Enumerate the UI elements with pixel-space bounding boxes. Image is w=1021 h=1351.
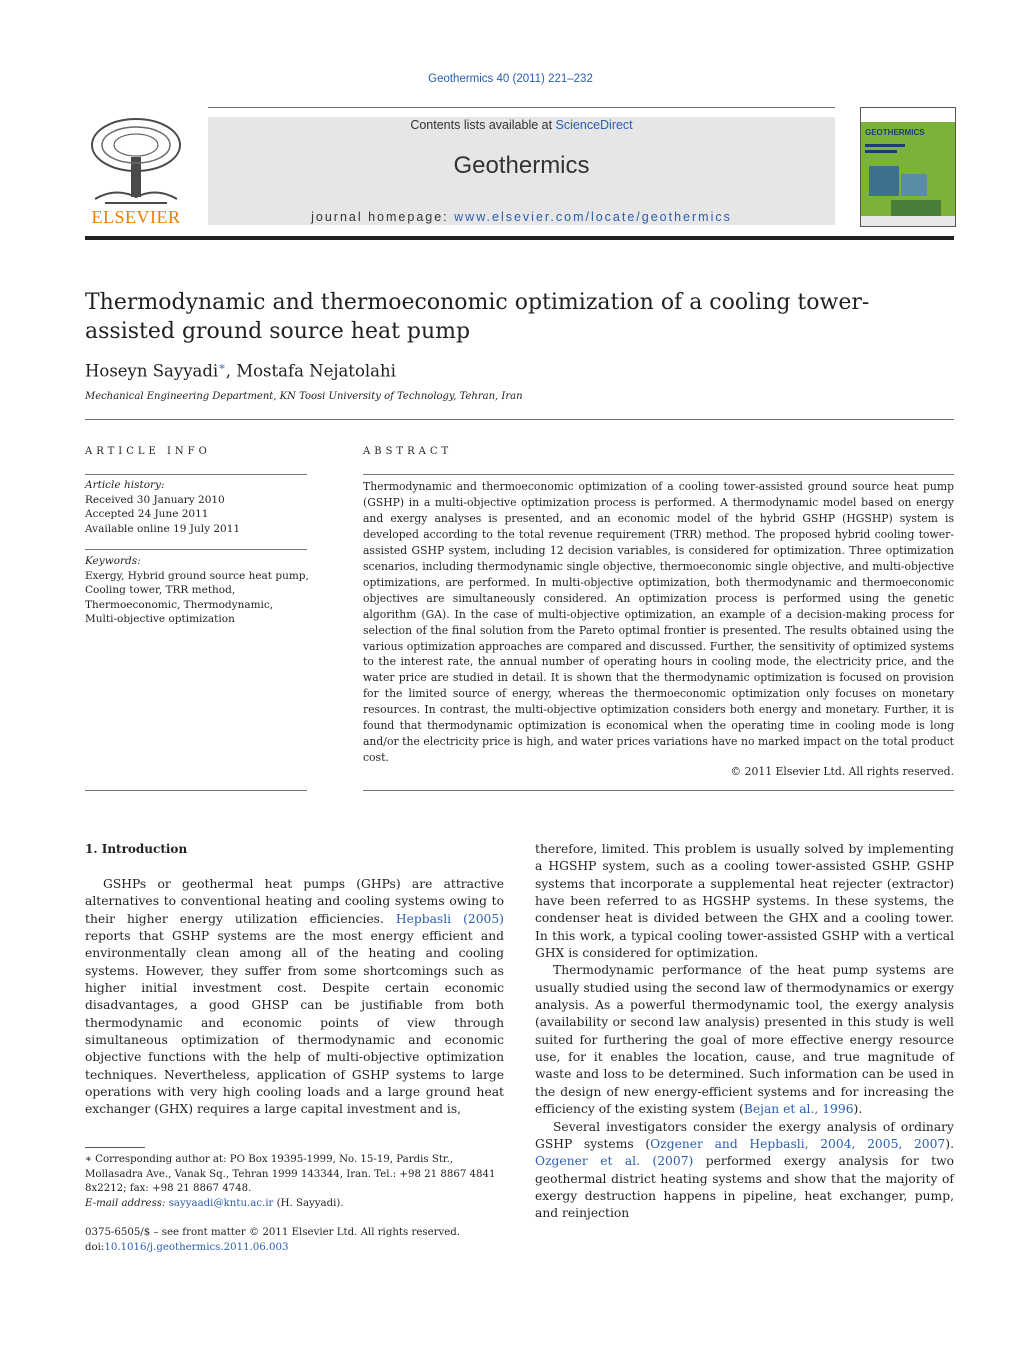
paragraph: therefore, limited. This problem is usually solved by implementing a HGSHP system, such as a cooling tower-assisted GSHP. GSHP systems that incorporate a supplemental heat rejecter (extractor) have been referred to as HGSHP systems. In these systems, the condenser heat is divided between the GHX and a cooling tower. In this work, a typical cooling tower-assisted GSHP with a vertical GHX is considered for optimization. [535, 842, 954, 961]
accepted-date: Accepted 24 June 2011 [85, 508, 209, 520]
header-top-rule [208, 107, 835, 108]
paragraph-text: Thermodynamic performance of the heat pump systems are usually studied using the second law of thermodynamics or exergy analysis. As a powerful thermodynamic tool, the exergy analysis (availability or second law analysis) presented in this study is well suited for furthering the goal of more effective energy resource use, for it enables the location, cause, and true magnitude of waste and loss to be determined. Such information can be used in the design of new energy-efficient systems and for increasing the efficiency of the existing system ( [535, 963, 954, 1117]
article-history [85, 478, 240, 536]
author-affiliation: Mechanical Engineering Department, KN Toosi University of Technology, Tehran, Iran [85, 391, 523, 402]
received-date: Received 30 January 2010 [85, 493, 225, 506]
article-info-rule [85, 474, 307, 475]
author-name[interactable]: Hoseyn Sayyadi [85, 361, 219, 381]
tree-icon [85, 117, 187, 207]
keywords-label: Keywords: [85, 555, 141, 567]
footnote-rule [85, 1147, 145, 1148]
doi-link[interactable]: 10.1016/j.geothermics.2011.06.003 [104, 1241, 289, 1253]
paragraph-text: Several investigators consider the exergy analysis of ordinary GSHP systems ( [535, 1119, 954, 1151]
citation-link[interactable]: Ozgener et al. (2007) [535, 1154, 694, 1169]
email-label: E-mail address: [85, 1197, 169, 1209]
contents-line [208, 118, 835, 132]
keyword-line: Multi-objective optimization [85, 613, 235, 625]
doi-line [85, 1241, 460, 1256]
online-date: Available online 19 July 2011 [85, 522, 241, 535]
body-column-right [535, 841, 954, 1223]
keyword-line: Cooling tower, TRR method, [85, 584, 236, 596]
corresponding-author-mark[interactable]: ∗ [218, 360, 226, 373]
keywords [85, 554, 309, 627]
journal-name: Geothermics [453, 152, 590, 179]
copyright-notice: © 2011 Elsevier Ltd. All rights reserved. [730, 765, 954, 778]
cover-title: GEOTHERMICS [865, 128, 925, 137]
paragraph-text: ). [945, 1136, 954, 1151]
publisher-wordmark: ELSEVIER [91, 207, 181, 227]
paragraph-text: performed exergy analysis for two geothermal district heating systems and show that the majority of exergy destruction happens in pipeline, heat exchanger, pump, and reinjection [535, 1154, 954, 1221]
citation-link[interactable]: Ozgener and Hepbasli, 2004, 2005, 2007 [650, 1136, 946, 1151]
author-list [85, 360, 396, 381]
paragraph [535, 962, 954, 1118]
section-heading: 1. Introduction [85, 842, 188, 856]
front-matter [85, 1226, 460, 1255]
homepage-prefix: journal homepage: [311, 210, 455, 224]
journal-cover-thumbnail[interactable] [860, 107, 956, 227]
citation-link[interactable]: Hepbasli (2005) [395, 911, 504, 926]
paragraph [535, 1119, 954, 1223]
abstract-rule [363, 474, 954, 475]
cover-image-icon [861, 108, 955, 226]
sciencedirect-link[interactable]: ScienceDirect [555, 118, 633, 132]
email-line [85, 1197, 504, 1212]
contents-prefix: Contents lists available at [410, 118, 556, 132]
paragraph-text: ). [853, 1102, 863, 1117]
paragraph-text: reports that GSHP systems are the most energy efficient and environmentally clean among all of the heating and cooling systems. However, they suffer from some shortcomings such as higher initial investment cost. Despite certain economic disadvantages, a good GHSP can be justifiable from both thermodynamic and economic points of view through simultaneous optimization of thermodynamic and economic objective functions with the help of multi-objective optimization techniques. Nevertheless, application of GSHP systems to large operations with very high cooling loads and a large ground heat exchanger (GHX) requires a large capital investment and is, [85, 929, 504, 1117]
doi-prefix: doi: [85, 1241, 105, 1253]
keyword-line: Exergy, Hybrid ground source heat pump, [85, 569, 309, 582]
keyword-line: Thermoeconomic, Thermodynamic, [85, 598, 274, 611]
article-info-rule [85, 549, 307, 550]
issn-line: 0375-6505/$ – see front matter © 2011 Elsevier Ltd. All rights reserved. [85, 1227, 461, 1238]
body-column-left [85, 876, 504, 1119]
article-title: Thermodynamic and thermoeconomic optimization of a cooling tower-assisted ground source heat pump [85, 290, 870, 344]
author-name[interactable]: Mostafa Nejatolahi [236, 361, 396, 381]
journal-citation[interactable]: Geothermics 40 (2011) 221–232 [428, 73, 593, 85]
history-label: Article history: [85, 479, 165, 491]
journal-homepage-link[interactable]: www.elsevier.com/locate/geothermics [454, 210, 732, 224]
title-divider [85, 419, 954, 420]
email-link[interactable]: sayyaadi@kntu.ac.ir [168, 1197, 274, 1209]
article-info-heading: ARTICLE INFO [85, 446, 211, 457]
article-info-rule [85, 790, 307, 791]
email-suffix: (H. Sayyadi). [273, 1197, 344, 1209]
corresponding-author-footnote [85, 1153, 504, 1211]
paragraph-text: GSHPs or geothermal heat pumps (GHPs) are attractive alternatives to conventional heating and cooling systems owing to their higher energy utilization efficiencies. [85, 877, 504, 926]
journal-homepage-line [208, 210, 835, 224]
abstract-text: Thermodynamic and thermoeconomic optimization of a cooling tower-assisted ground source heat pump (GSHP) in a multi-objective optimization process is performed. A thermodynamic model based on energy and exergy analyses is presented, and an economic model of the hybrid GSHP (HGSHP) system is developed according to the total revenue requirement (TRR) method. The proposed hybrid cooling tower-assisted GSHP system, including 12 decision variables, is considered for optimization. Three optimization scenarios, including thermodynamic single objective, thermoeconomic single objective, and multi-objective optimizations, are performed. In multi-objective optimization, both thermodynamic and thermoeconomic objectives are simultaneously considered. An optimization process is performed using the genetic algorithm (GA). In the case of multi-objective optimization, an example of a decision-making process for selection of the final solution from the Pareto optimal frontier is presented. The results obtained using the various optimization approaches are compared and discussed. Further, the sensitivity of optimized systems to the interest rate, the annual number of operating hours in cooling mode, the electricity price, and the water price are studied in detail. It is shown that the thermodynamic optimization is focused on provision for the limited source of energy, whereas the thermoeconomic optimization only focuses on monetary resources. In contrast, the multi-objective optimization considers both energy and monetary. Further, it is found that thermodynamic optimization is economical when the operating time in cooling mode is long and/or the electricity price is high, and water prices variations have no marked impact on the total product cost. [363, 480, 954, 765]
header-bottom-rule [85, 236, 954, 240]
author-separator: , [225, 361, 237, 381]
footnote-text: ∗ Corresponding author at: PO Box 19395-1999, No. 15-19, Pardis Str., Mollasadra Ave., Vanak Sq., Tehran 1999 143344, Iran. Tel.: +98 21 8867 4841 8x2212; fax: +98 21 8867 4748. [85, 1154, 496, 1195]
abstract-rule [363, 790, 954, 791]
citation-link[interactable]: Bejan et al., 1996 [743, 1102, 854, 1117]
abstract-heading: ABSTRACT [363, 446, 453, 457]
paragraph [85, 876, 504, 1119]
